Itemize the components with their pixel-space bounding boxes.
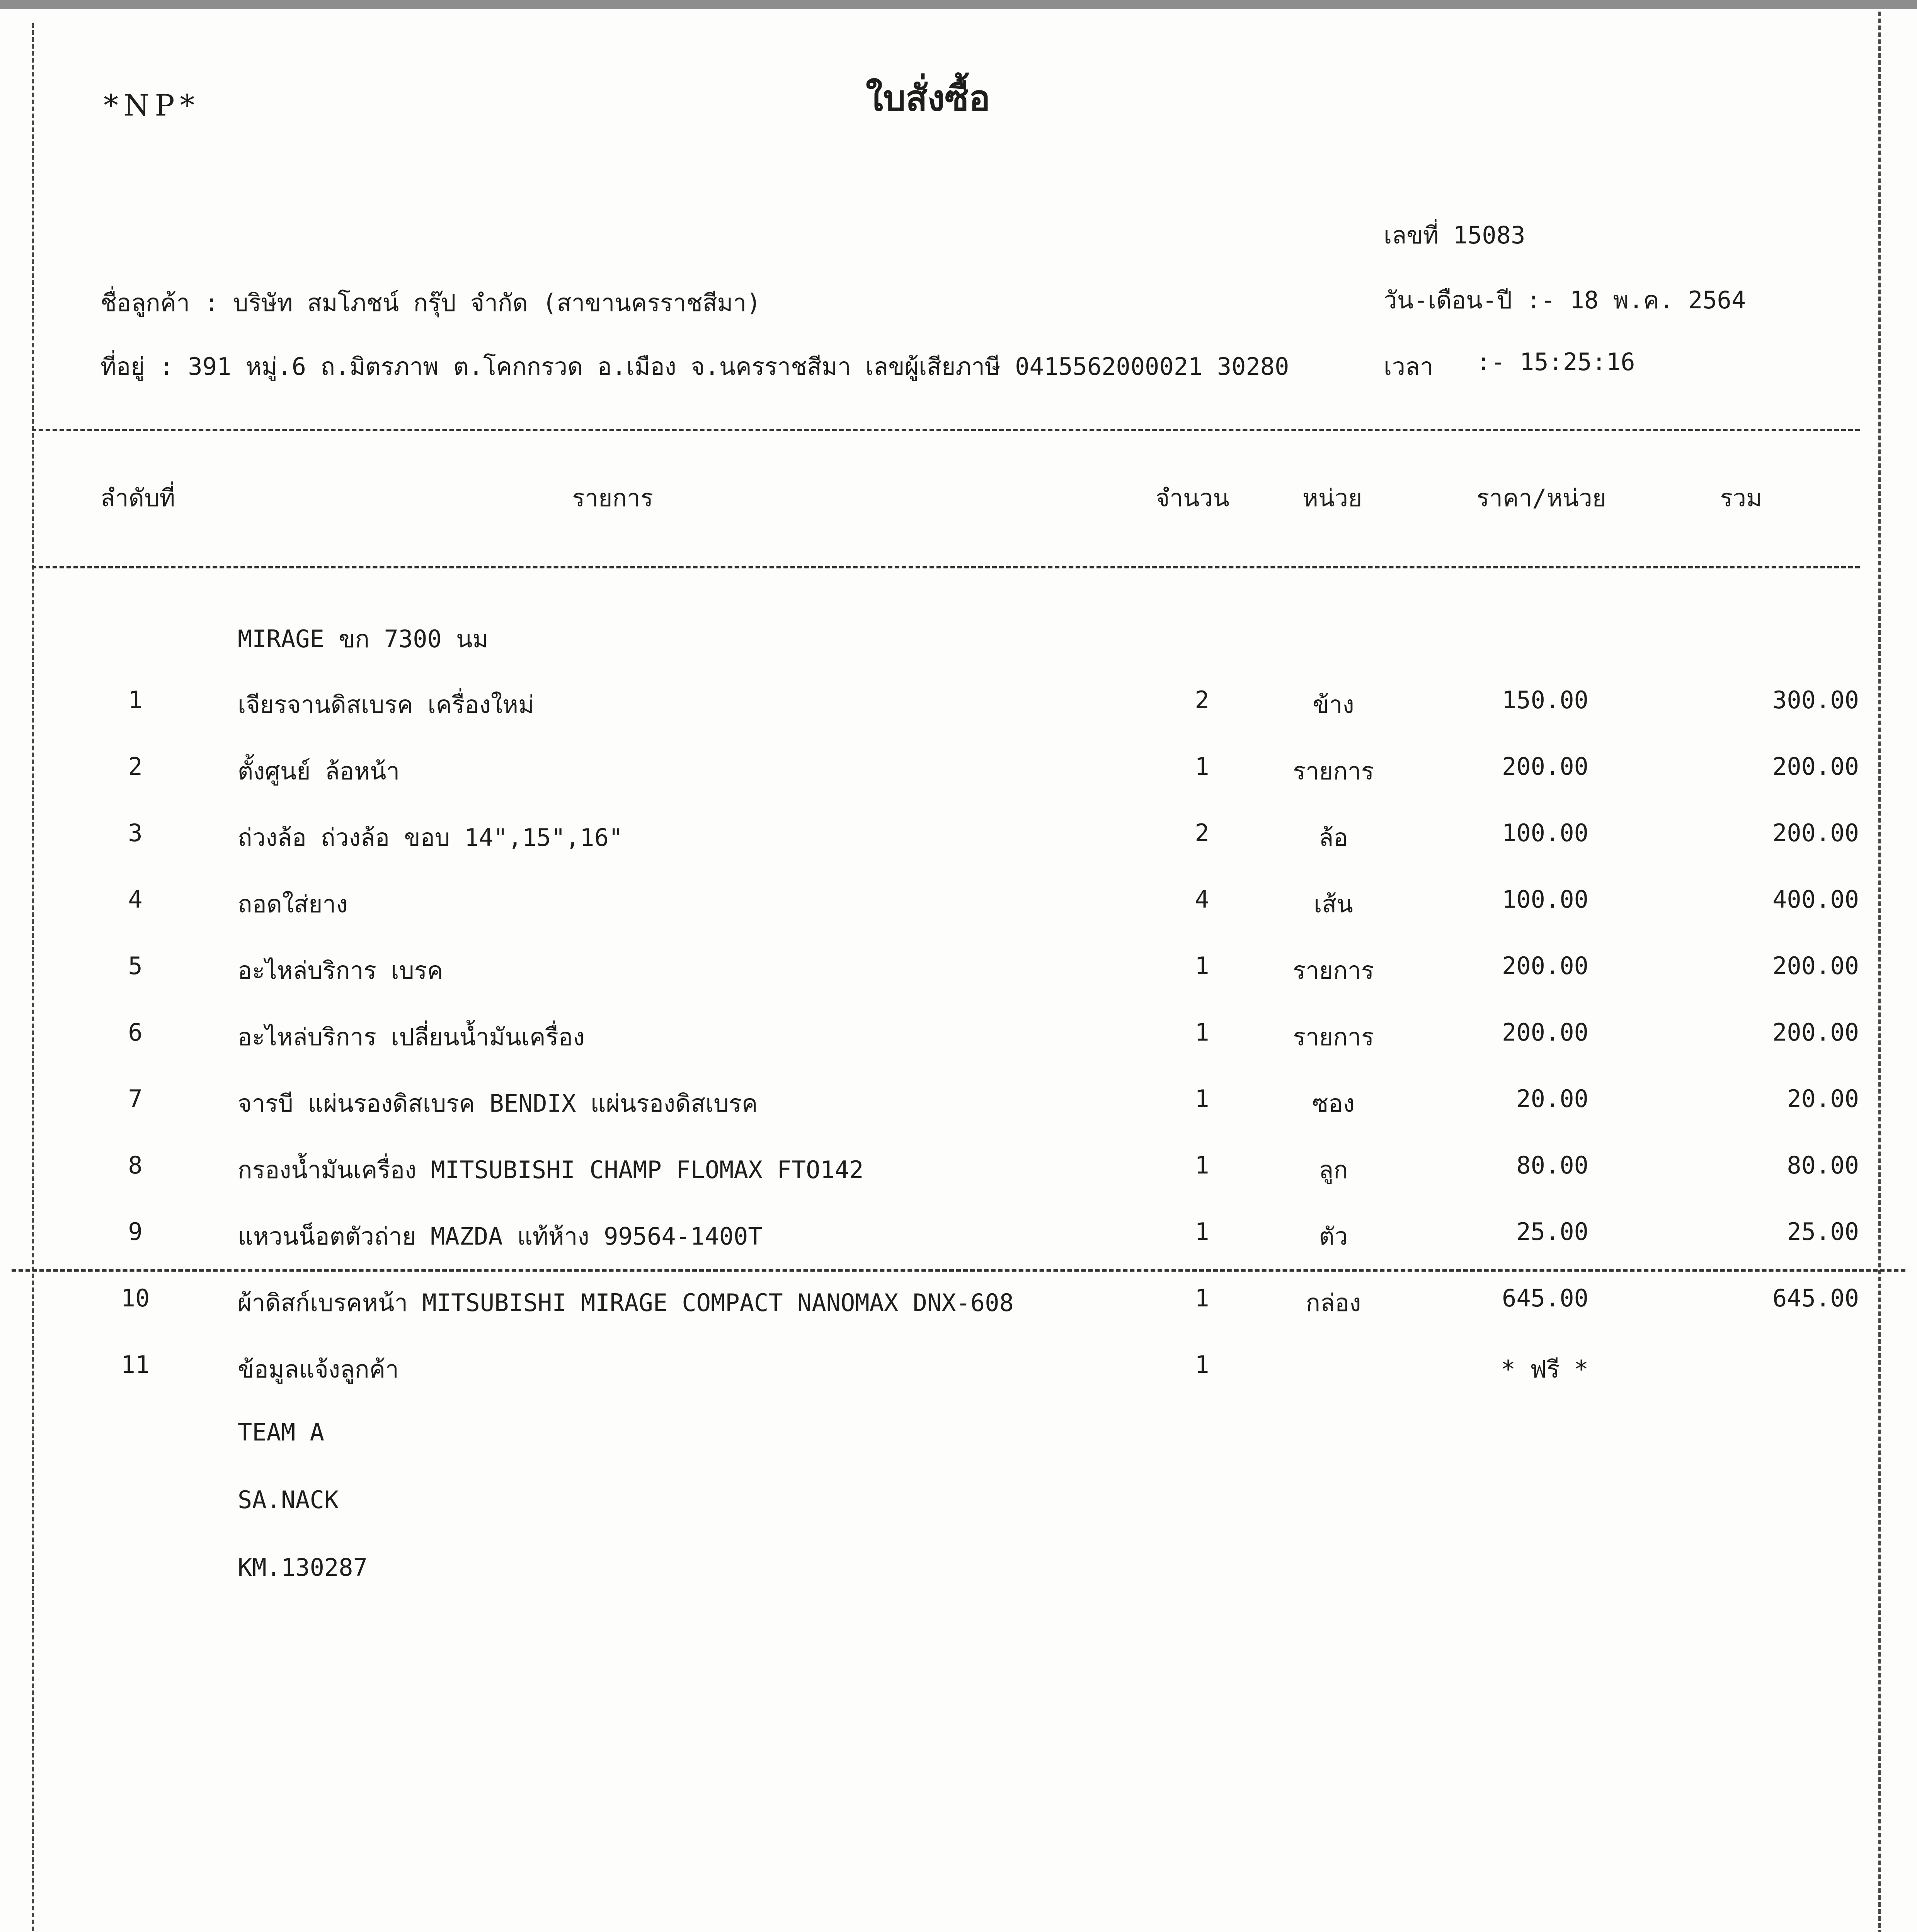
row-qty: 1 xyxy=(1195,1350,1209,1379)
row-unit: ข้าง xyxy=(1313,690,1354,719)
row-total: 400.00 xyxy=(1772,885,1859,913)
col-header-qty: จำนวน xyxy=(1156,484,1229,512)
row-total: 20.00 xyxy=(1787,1085,1859,1113)
row-description: อะไหล่บริการ เปลี่ยนน้ำมันเครื่อง xyxy=(238,1023,585,1051)
row-no: 8 xyxy=(128,1151,143,1179)
row-no: 2 xyxy=(128,752,143,781)
row-qty: 1 xyxy=(1195,1218,1209,1246)
row-no: 6 xyxy=(128,1018,143,1046)
header-rule-top xyxy=(32,429,1860,431)
row-qty: 2 xyxy=(1195,819,1209,847)
row-total: 645.00 xyxy=(1772,1284,1859,1312)
row-unit: รายการ xyxy=(1292,1023,1374,1051)
row-qty: 1 xyxy=(1195,1085,1209,1113)
note-line: SA.NACK xyxy=(238,1486,339,1514)
row-description: ผ้าดิสก์เบรคหน้า MITSUBISHI MIRAGE COMPACT NANOMAX DNX-608 xyxy=(238,1289,1014,1317)
customer-address: ที่อยู่ : 391 หมู่.6 ถ.มิตรภาพ ต.โคกกรวด อ.เมือง จ.นครราชสีมา เลขผู้เสียภาษี 0415562000021 30280 xyxy=(100,352,1289,381)
group-title: MIRAGE ขก 7300 นม xyxy=(238,625,489,653)
document-number: เลขที่ 15083 xyxy=(1384,221,1525,249)
row-price: 20.00 xyxy=(1516,1085,1588,1113)
row-no: 4 xyxy=(128,885,143,913)
row-price: 80.00 xyxy=(1516,1151,1588,1179)
col-header-no: ลำดับที่ xyxy=(100,484,175,512)
col-header-price: ราคา/หน่วย xyxy=(1476,484,1607,512)
row-price: * ฟรี * xyxy=(1501,1355,1588,1383)
row-description: จารบี แผ่นรองดิสเบรค BENDIX แผ่นรองดิสเบรค xyxy=(238,1089,758,1117)
row-total: 25.00 xyxy=(1787,1218,1859,1246)
row-price: 25.00 xyxy=(1516,1218,1588,1246)
note-line: KM.130287 xyxy=(238,1553,368,1582)
row-no: 11 xyxy=(121,1350,150,1379)
row-qty: 2 xyxy=(1195,686,1209,714)
row-qty: 1 xyxy=(1195,1151,1209,1179)
row-total: 300.00 xyxy=(1772,686,1859,714)
row-no: 1 xyxy=(128,686,143,714)
row-price: 200.00 xyxy=(1502,1018,1588,1046)
row-total: 80.00 xyxy=(1787,1151,1859,1179)
document-time-value: :- 15:25:16 xyxy=(1476,348,1635,376)
row-unit: ลูก xyxy=(1319,1156,1348,1184)
row-price: 100.00 xyxy=(1502,885,1588,913)
row-qty: 4 xyxy=(1195,885,1209,913)
row-description: อะไหล่บริการ เบรค xyxy=(238,956,443,985)
row-qty: 1 xyxy=(1195,752,1209,781)
row-unit: ล้อ xyxy=(1319,823,1348,852)
row-description: เจียรจานดิสเบรค เครื่องใหม่ xyxy=(238,690,534,719)
row-qty: 1 xyxy=(1195,1284,1209,1312)
row-unit: รายการ xyxy=(1292,956,1374,985)
right-border xyxy=(1878,12,1881,1932)
row-unit: กล่อง xyxy=(1306,1289,1361,1317)
row-no: 7 xyxy=(128,1085,143,1113)
document-time-label: เวลา xyxy=(1384,352,1433,381)
row-description: ถอดใส่ยาง xyxy=(238,890,348,918)
header-rule-bottom xyxy=(32,566,1860,568)
row-unit: ซอง xyxy=(1312,1089,1355,1117)
row-price: 200.00 xyxy=(1502,952,1588,980)
left-border xyxy=(32,23,34,1932)
row-no: 5 xyxy=(128,952,143,980)
row-no: 9 xyxy=(128,1218,143,1246)
document-code: *NP* xyxy=(104,88,200,122)
row-no: 10 xyxy=(121,1284,150,1312)
row-unit: ตัว xyxy=(1319,1222,1348,1250)
row-qty: 1 xyxy=(1195,952,1209,980)
row-unit: รายการ xyxy=(1292,757,1374,785)
row-total: 200.00 xyxy=(1772,752,1859,781)
row-total: 200.00 xyxy=(1772,1018,1859,1046)
row-qty: 1 xyxy=(1195,1018,1209,1046)
col-header-total: รวม xyxy=(1720,484,1762,512)
document-date: วัน-เดือน-ปี :- 18 พ.ค. 2564 xyxy=(1384,286,1746,314)
row-unit: เส้น xyxy=(1314,890,1353,918)
row-description: แหวนน็อตตัวถ่าย MAZDA แท้ห้าง 99564-1400T xyxy=(238,1222,763,1250)
row-total: 200.00 xyxy=(1772,952,1859,980)
row-description: กรองน้ำมันเครื่อง MITSUBISHI CHAMP FLOMAX FTO142 xyxy=(238,1156,864,1184)
row-price: 150.00 xyxy=(1502,686,1588,714)
col-header-unit: หน่วย xyxy=(1302,484,1362,512)
document-title: ใบสั่งซื้อ xyxy=(866,77,991,119)
row-price: 100.00 xyxy=(1502,819,1588,847)
row-total: 200.00 xyxy=(1772,819,1859,847)
note-line: TEAM A xyxy=(238,1418,324,1446)
row-description: ตั้งศูนย์ ล้อหน้า xyxy=(238,757,400,785)
row-price: 645.00 xyxy=(1502,1284,1588,1312)
row-separator xyxy=(12,1269,1905,1272)
scan-top-edge xyxy=(0,0,1917,9)
col-header-desc: รายการ xyxy=(572,484,654,512)
row-description: ถ่วงล้อ ถ่วงล้อ ขอบ 14",15",16" xyxy=(238,823,623,852)
customer-name: ชื่อลูกค้า : บริษัท สมโภชน์ กรุ๊ป จำกัด (สาขานครราชสีมา) xyxy=(100,289,761,317)
row-description: ข้อมูลแจ้งลูกค้า xyxy=(238,1355,399,1383)
row-price: 200.00 xyxy=(1502,752,1588,781)
row-no: 3 xyxy=(128,819,143,847)
